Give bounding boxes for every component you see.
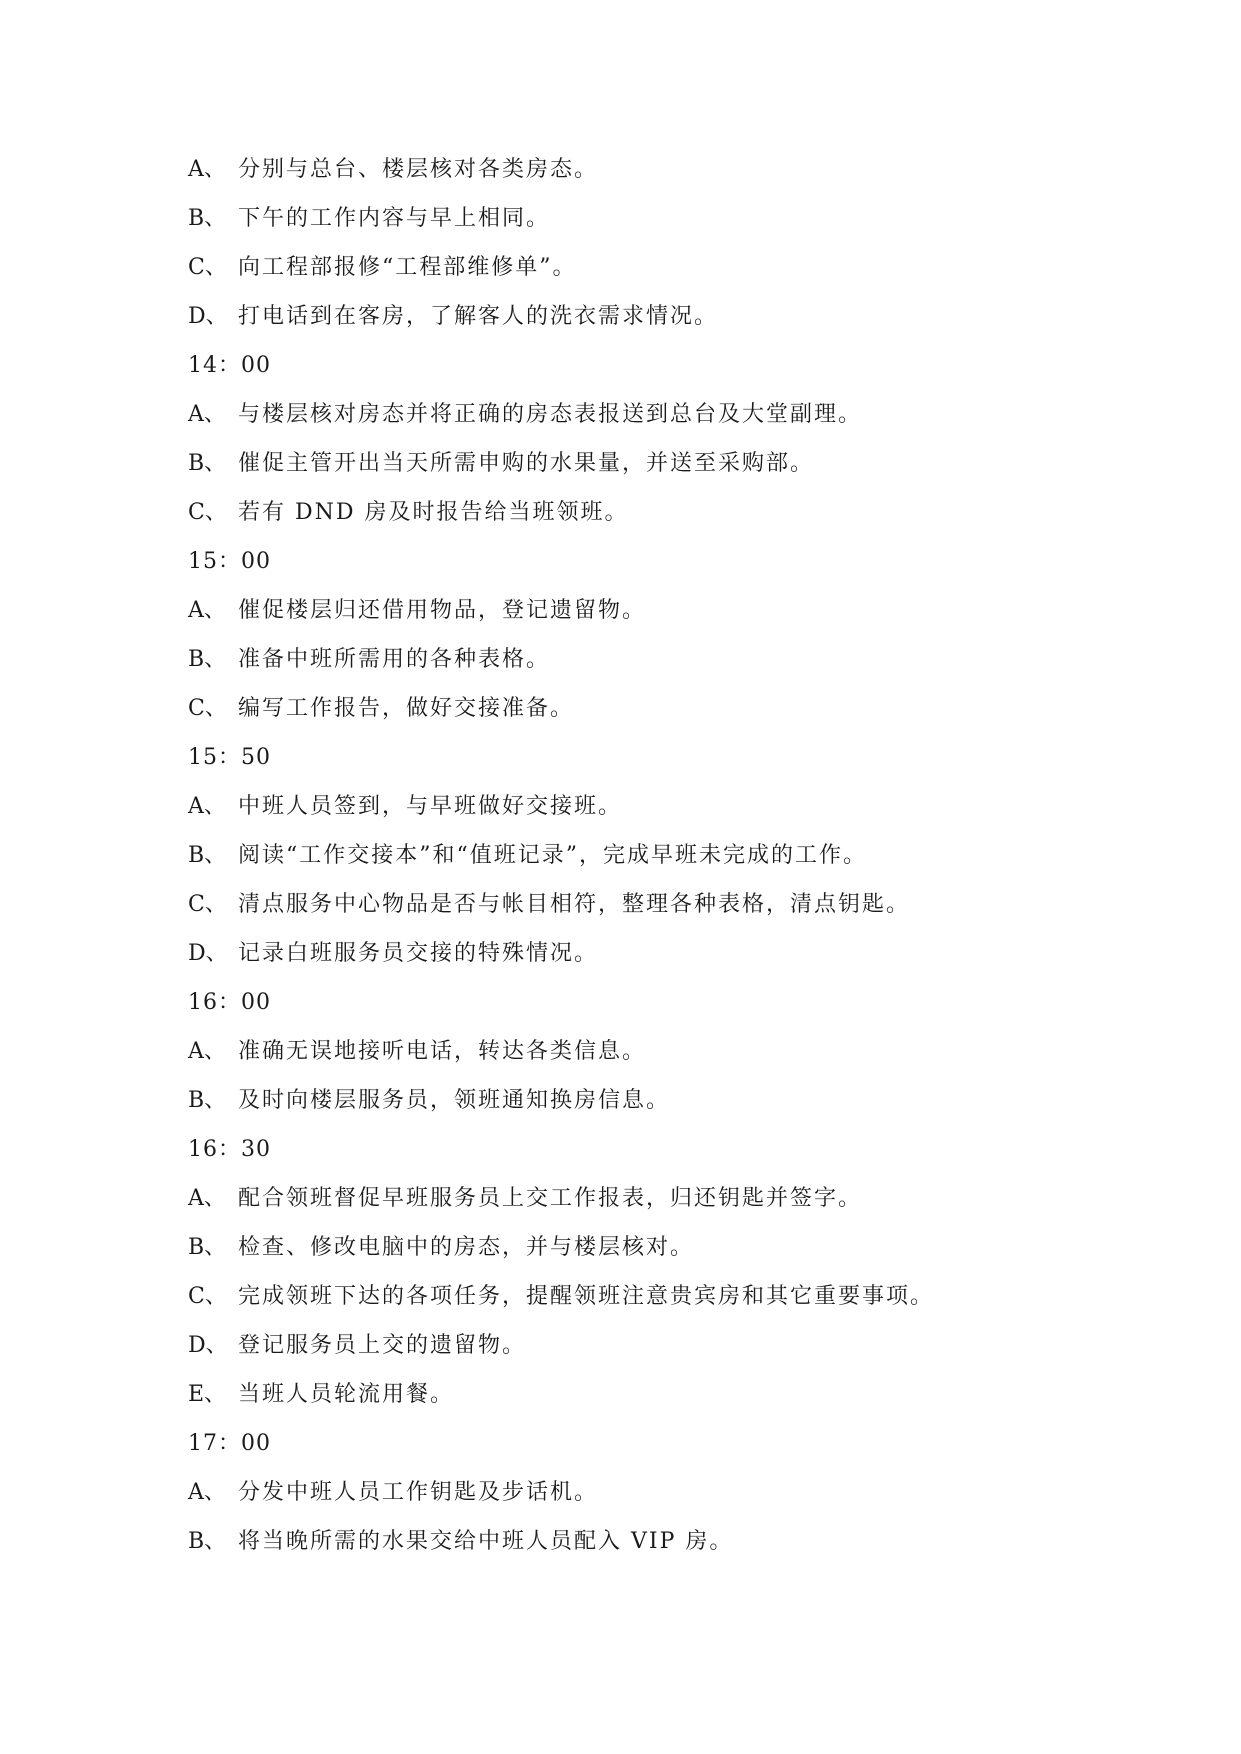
item-text: 若有 DND 房及时报告给当班领班。: [238, 500, 629, 525]
time-heading: [188, 1135, 1168, 1184]
item-text: 完成领班下达的各项任务，提醒领班注意贵宾房和其它重要事项。: [238, 1284, 935, 1309]
item-text: 打电话到在客房，了解客人的洗衣需求情况。: [238, 304, 719, 329]
item-text: 分别与总台、楼层核对各类房态。: [238, 157, 599, 182]
item-marker: B、: [188, 647, 227, 672]
list-item: [188, 890, 1168, 939]
item-text: 配合领班督促早班服务员上交工作报表，归还钥匙并签字。: [238, 1186, 863, 1211]
list-item: [188, 400, 1168, 449]
item-marker: A、: [188, 1039, 226, 1064]
list-item: [188, 1331, 1168, 1380]
item-text: 中班人员签到，与早班做好交接班。: [238, 794, 623, 819]
item-text: 分发中班人员工作钥匙及步话机。: [238, 1480, 599, 1505]
item-marker: B、: [188, 451, 227, 476]
item-marker: C、: [188, 500, 227, 525]
list-item: [188, 645, 1168, 694]
list-item: [188, 253, 1168, 302]
list-item: [188, 302, 1168, 351]
item-text: 向工程部报修“工程部维修单”。: [238, 255, 577, 280]
time-label: 17：00: [188, 1431, 271, 1456]
item-marker: D、: [188, 304, 228, 329]
item-text: 准确无误地接听电话，转达各类信息。: [238, 1039, 647, 1064]
list-item: [188, 1086, 1168, 1135]
time-heading: [188, 1429, 1168, 1478]
item-text: 下午的工作内容与早上相同。: [238, 206, 551, 231]
item-marker: A、: [188, 1186, 226, 1211]
time-heading: [188, 547, 1168, 596]
time-heading: [188, 743, 1168, 792]
list-item: [188, 1478, 1168, 1527]
item-text: 登记服务员上交的遗留物。: [238, 1333, 527, 1358]
item-marker: C、: [188, 892, 227, 917]
item-text: 编写工作报告，做好交接准备。: [238, 696, 575, 721]
item-text: 与楼层核对房态并将正确的房态表报送到总台及大堂副理。: [238, 402, 863, 427]
item-text: 准备中班所需用的各种表格。: [238, 647, 551, 672]
item-text: 催促主管开出当天所需申购的水果量，并送至采购部。: [238, 451, 815, 476]
time-label: 15：00: [188, 549, 271, 574]
list-item: [188, 204, 1168, 253]
item-text: 及时向楼层服务员，领班通知换房信息。: [238, 1088, 671, 1113]
item-text: 催促楼层归还借用物品，登记遗留物。: [238, 598, 647, 623]
list-item: [188, 1037, 1168, 1086]
list-item: [188, 1184, 1168, 1233]
item-text: 清点服务中心物品是否与帐目相符，整理各种表格，清点钥匙。: [238, 892, 911, 917]
item-marker: A、: [188, 1480, 226, 1505]
item-marker: B、: [188, 1235, 227, 1260]
item-text: 记录白班服务员交接的特殊情况。: [238, 941, 599, 966]
time-heading: [188, 351, 1168, 400]
list-item: [188, 1282, 1168, 1331]
time-label: 15：50: [188, 745, 271, 770]
time-label: 16：00: [188, 990, 271, 1015]
item-marker: A、: [188, 598, 226, 623]
item-marker: C、: [188, 1284, 227, 1309]
item-text: 将当晚所需的水果交给中班人员配入 VIP 房。: [238, 1529, 734, 1554]
item-marker: B、: [188, 1529, 227, 1554]
item-text: 检查、修改电脑中的房态，并与楼层核对。: [238, 1235, 695, 1260]
list-item: [188, 1233, 1168, 1282]
item-marker: D、: [188, 941, 228, 966]
item-marker: A、: [188, 157, 226, 182]
item-marker: E、: [188, 1382, 227, 1407]
list-item: [188, 449, 1168, 498]
list-item: [188, 498, 1168, 547]
item-marker: C、: [188, 255, 227, 280]
item-marker: B、: [188, 206, 227, 231]
item-marker: D、: [188, 1333, 228, 1358]
list-item: [188, 155, 1168, 204]
list-item: [188, 694, 1168, 743]
list-item: [188, 1380, 1168, 1429]
item-marker: B、: [188, 843, 227, 868]
list-item: [188, 596, 1168, 645]
item-marker: B、: [188, 1088, 227, 1113]
list-item: [188, 792, 1168, 841]
time-label: 14：00: [188, 353, 271, 378]
item-marker: C、: [188, 696, 227, 721]
time-heading: [188, 988, 1168, 1037]
time-label: 16：30: [188, 1137, 271, 1162]
document-body: [188, 155, 1168, 1576]
list-item: [188, 1527, 1168, 1576]
item-marker: A、: [188, 794, 226, 819]
item-marker: A、: [188, 402, 226, 427]
list-item: [188, 939, 1168, 988]
list-item: [188, 841, 1168, 890]
item-text: 阅读“工作交接本”和“值班记录”，完成早班未完成的工作。: [238, 843, 867, 868]
item-text: 当班人员轮流用餐。: [238, 1382, 455, 1407]
